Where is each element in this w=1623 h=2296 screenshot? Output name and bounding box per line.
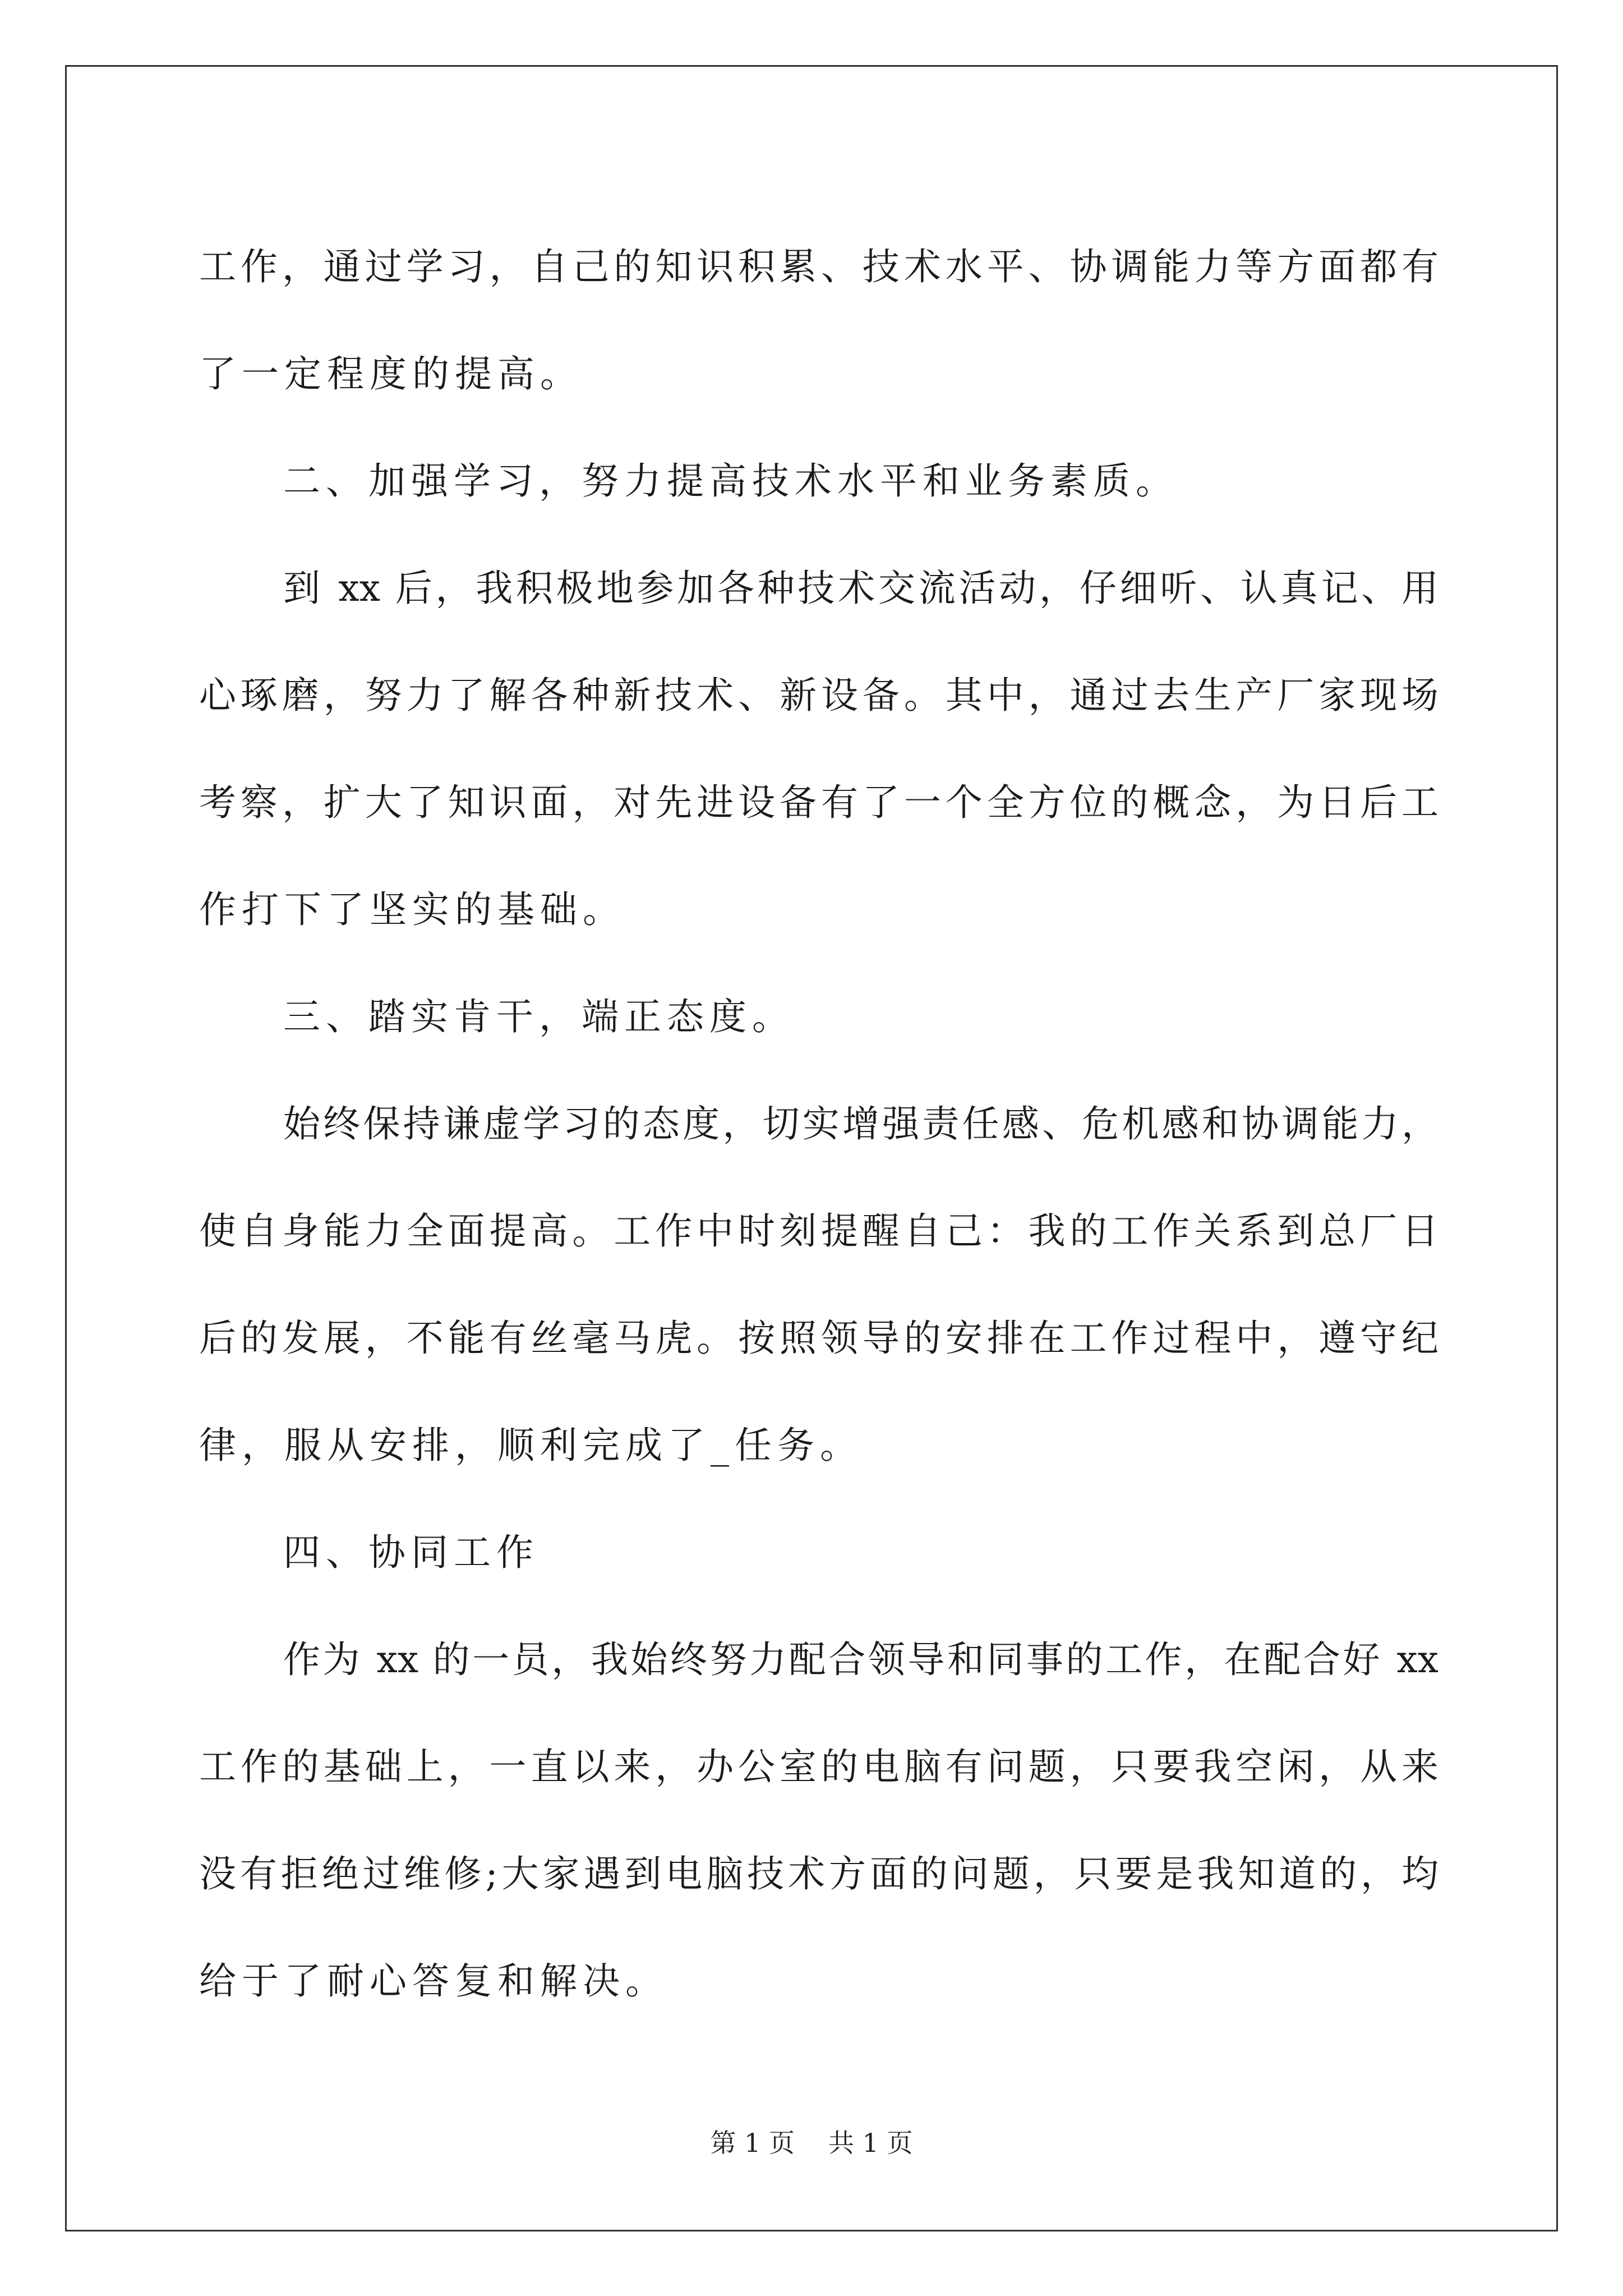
text-line: 工作，通过学习，自己的知识积累、技术水平、协调能力等方面都有 [199, 245, 1438, 288]
text-line: 律，服从安排，顺利完成了_任务。 [199, 1424, 863, 1467]
text-line: 作为 xx 的一员，我始终努力配合领导和同事的工作，在配合好 xx [283, 1638, 1438, 1681]
text-line: 使自身能力全面提高。工作中时刻提醒自己：我的工作关系到总厂日 [199, 1209, 1438, 1253]
text-line: 作打下了坚实的基础。 [199, 888, 625, 931]
page-number: 第 1 页 [710, 2128, 795, 2158]
text-line: 工作的基础上，一直以来，办公室的电脑有问题，只要我空闲，从来 [199, 1745, 1438, 1788]
page-total: 共 1 页 [828, 2128, 913, 2158]
document-body [199, 213, 1438, 2035]
section-heading: 四、协同工作 [283, 1531, 539, 1574]
text-line: 始终保持谦虚学习的态度，切实增强责任感、危机感和协调能力， [283, 1102, 1438, 1145]
text-line: 心琢磨，努力了解各种新技术、新设备。其中，通过去生产厂家现场 [199, 674, 1438, 717]
text-line: 了一定程度的提高。 [199, 352, 583, 395]
text-line: 给于了耐心答复和解决。 [199, 1959, 668, 2003]
text-line: 到 xx 后，我积极地参加各种技术交流活动，仔细听、认真记、用 [283, 567, 1438, 610]
section-heading: 三、踏实肯干，端正态度。 [283, 995, 795, 1038]
text-line: 考察，扩大了知识面，对先进设备有了一个全方位的概念，为日后工 [199, 781, 1438, 824]
text-line: 后的发展，不能有丝毫马虎。按照领导的安排在工作过程中，遵守纪 [199, 1317, 1438, 1360]
text-line: 没有拒绝过维修;大家遇到电脑技术方面的问题，只要是我知道的，均 [199, 1852, 1438, 1895]
page-footer [0, 2126, 1623, 2160]
section-heading: 二、加强学习，努力提高技术水平和业务素质。 [283, 459, 1178, 503]
